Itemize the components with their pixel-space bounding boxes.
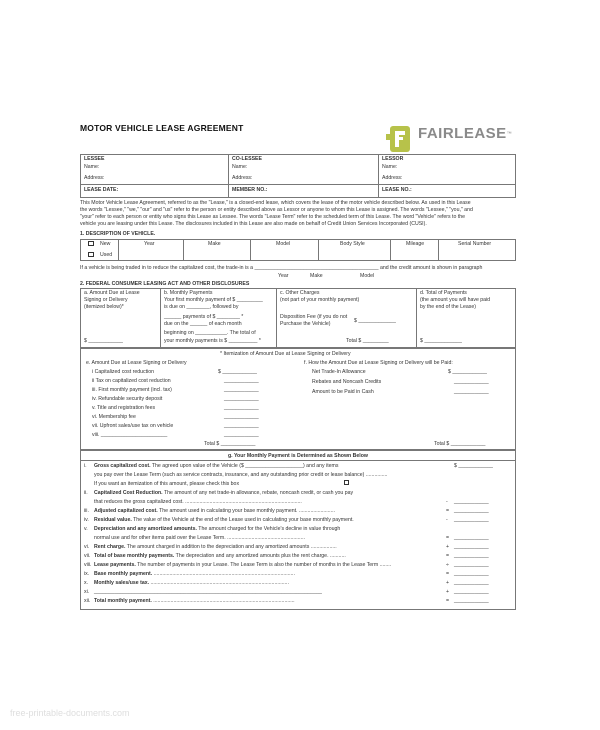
- e-amount[interactable]: ____________: [224, 378, 259, 384]
- g-row-text: [94, 598, 295, 604]
- g-row-desc: The amount charged in addition to the depreciation and any amortized amounts ..................: [125, 544, 337, 550]
- e-amount[interactable]: $ ____________: [218, 369, 257, 375]
- g-row-number: ii.: [84, 490, 88, 496]
- g-row-amount[interactable]: ____________: [454, 580, 489, 586]
- e-amount[interactable]: ____________: [224, 423, 259, 429]
- e-item[interactable]: viii. _______________________: [92, 432, 168, 438]
- co-lessee-name-field[interactable]: Name:: [232, 164, 248, 170]
- g-row-amount[interactable]: ____________: [454, 517, 489, 523]
- intro-line: the words "Lessee," "we," "our" and "us" refer to the person or entity described above as Lessor or anyone to whom this Lease is assigned. The words "Lessee," "you," and: [80, 207, 473, 213]
- g-row-number: ix.: [84, 571, 90, 577]
- itemization-checkbox[interactable]: [344, 480, 349, 485]
- g-row-desc: The amount of any net trade-in allowance, rebate, noncash credit, or cash you pay: [162, 490, 354, 496]
- g-row-operator: =: [446, 571, 450, 577]
- f-item: Net Trade-In Allowance: [312, 369, 366, 375]
- g-row-number: xi.: [84, 589, 90, 595]
- f-heading: f. How the Amount Due at Lease Signing or Delivery will be Paid:: [304, 360, 453, 366]
- e-item: vii. Upfront sales/use tax on vehicle: [92, 423, 174, 429]
- disclosure-c-text: Purchase the Vehicle): [280, 321, 331, 327]
- g-row-term: Adjusted capitalized cost.: [94, 508, 158, 514]
- g-row-text: [94, 490, 353, 496]
- disclosure-d-text: d. Total of Payments: [420, 290, 467, 296]
- e-amount[interactable]: ____________: [224, 414, 259, 420]
- lessee-name-field[interactable]: Name:: [84, 164, 100, 170]
- g-row-desc: The value of the Vehicle at the end of the Lease used in calculating your base monthly payment.: [131, 517, 354, 523]
- g-row-desc: that reduces the gross capitalized cost. .................................................................................: [94, 499, 302, 505]
- g-row-text: [94, 544, 337, 550]
- g-row-text: [94, 580, 289, 586]
- e-amount[interactable]: ____________: [224, 432, 259, 438]
- disclosure-b-text: beginning on ___________. The total of: [164, 330, 256, 336]
- lessee-address-field[interactable]: Address:: [84, 175, 105, 181]
- g-row-desc: The depreciation and any amortized amounts plus the rent charge. ...........: [174, 553, 346, 559]
- g-row-term: Lease payments.: [94, 562, 136, 568]
- e-item: iv. Refundable security deposit: [92, 396, 163, 402]
- member-no-field[interactable]: MEMBER NO.:: [232, 187, 268, 193]
- g-row-term: Depreciation and any amortized amounts.: [94, 526, 197, 532]
- disclosure-a-amount[interactable]: $ ____________: [84, 338, 123, 344]
- e-heading: e. Amount Due at Lease Signing or Delivery: [86, 360, 187, 366]
- g-row-text: [94, 526, 340, 532]
- g-row-number: iii.: [84, 508, 89, 514]
- col-model: Model: [276, 241, 291, 247]
- g-row-number: v.: [84, 526, 88, 532]
- e-item: v. Title and registration fees: [92, 405, 156, 411]
- g-row-number: viii.: [84, 562, 92, 568]
- g-row-number: vi.: [84, 544, 90, 550]
- disclosure-b-text: Your first monthly payment of $ _________: [164, 297, 263, 303]
- f-item: Amount to be Paid in Cash: [312, 389, 374, 395]
- g-row-operator: =: [446, 553, 450, 559]
- tradein-make-label: Make: [310, 273, 323, 279]
- e-amount[interactable]: ____________: [224, 405, 259, 411]
- g-row-amount[interactable]: ____________: [454, 535, 489, 541]
- g-row-desc: normal use and for other items paid over the Lease Term. ......................................................: [94, 535, 305, 541]
- co-lessee-label: CO-LESSEE: [232, 156, 262, 162]
- g-row-operator: =: [446, 598, 450, 604]
- g-row-amount[interactable]: ____________: [454, 544, 489, 550]
- g-row-amount[interactable]: $ ____________: [454, 463, 493, 469]
- col-serial-number: Serial Number: [458, 241, 492, 247]
- g-row-amount[interactable]: ____________: [454, 598, 489, 604]
- co-lessee-address-field[interactable]: Address:: [232, 175, 253, 181]
- tradein-model-label: Model: [360, 273, 375, 279]
- g-row-number: x.: [84, 580, 89, 586]
- lessor-address-field[interactable]: Address:: [382, 175, 403, 181]
- col-year: Year: [144, 241, 155, 247]
- g-row-term: Capitalized Cost Reduction.: [94, 490, 163, 496]
- lease-date-field[interactable]: LEASE DATE:: [84, 187, 119, 193]
- g-row-desc: The agreed upon value of the Vehicle ($ ____________________) and any items: [150, 463, 339, 469]
- watermark-text: free-printable-documents.com: [10, 708, 130, 718]
- e-amount[interactable]: ____________: [224, 396, 259, 402]
- g-row-text: [94, 562, 391, 568]
- disclosure-d-text: (the amount you will have paid: [420, 297, 491, 303]
- g-row-operator: +: [446, 544, 450, 550]
- g-row-desc: ................................................................................................: [149, 580, 289, 586]
- g-row-desc: The number of payments in your Lease. The Lease Term is also the number of months in the Lease Term ........: [135, 562, 392, 568]
- col-make: Make: [208, 241, 221, 247]
- g-row-number: iv.: [84, 517, 89, 523]
- disclosure-a-text: Signing or Delivery: [84, 297, 128, 303]
- g-row-amount[interactable]: ____________: [454, 562, 489, 568]
- section2-heading: 2. FEDERAL CONSUMER LEASING ACT AND OTHER DISCLOSURES: [80, 281, 250, 287]
- intro-line: This Motor Vehicle Lease Agreement, referred to as the "Lease," is a closed-end lease, which covers the lease of the motor vehicle described below. As used in this Lease: [80, 200, 471, 206]
- g-row-amount[interactable]: ____________: [454, 553, 489, 559]
- g-row-operator: =: [446, 508, 450, 514]
- used-label: Used: [100, 252, 113, 258]
- disclosure-b-text: due on the ______ of each month: [164, 321, 242, 327]
- g-row-term: Total monthly payment.: [94, 598, 152, 604]
- disclosure-a-text: a. Amount Due at Lease: [84, 290, 140, 296]
- f-total[interactable]: Total $ ____________: [434, 441, 486, 447]
- g-row-text: [94, 517, 354, 523]
- f-amount[interactable]: ____________: [454, 379, 489, 385]
- g-row-text: [94, 481, 239, 487]
- g-row-operator: +: [446, 589, 450, 595]
- document-title: MOTOR VEHICLE LEASE AGREEMENT: [80, 123, 244, 133]
- disclosure-b-text: is due on ________, followed by: [164, 304, 239, 310]
- disclosure-d-text: by the end of the Lease): [420, 304, 476, 310]
- tradein-text: If a vehicle is being traded in to reduce the capitalized cost, the trade-in is a ___________________________________________ and the credit amount is shown in paragraph: [80, 265, 483, 271]
- g-row-desc: ..................................................................................................: [152, 571, 295, 577]
- g-row-desc: The amount used in calculating your base monthly payment. .........................: [157, 508, 335, 514]
- g-row-text: [94, 499, 302, 505]
- g-row-text: [94, 508, 335, 514]
- f-amount[interactable]: $ ____________: [448, 369, 487, 375]
- g-row-operator: ÷: [446, 562, 449, 568]
- parties-table: [80, 154, 516, 198]
- g-row-text: [94, 472, 387, 478]
- e-item: i Capitalized cost reduction: [92, 369, 154, 375]
- e-amount[interactable]: ____________: [224, 387, 259, 393]
- tradein-year-label: Year: [278, 273, 289, 279]
- e-item: iii. First monthly payment (incl. tax): [92, 387, 172, 393]
- g-row-term: Residual value.: [94, 517, 132, 523]
- disclosure-c-text: (not part of your monthly payment): [280, 297, 360, 303]
- used-checkbox[interactable]: [88, 252, 94, 257]
- itemization-heading: * Itemization of Amount Due at Lease Signing or Delivery: [220, 351, 351, 357]
- other-charges-total[interactable]: Total $ _________: [346, 338, 389, 344]
- lessor-label: LESSOR: [382, 156, 404, 162]
- g-row-number: vii.: [84, 553, 91, 559]
- g-row-text: [94, 553, 346, 559]
- e-item: vi. Membership fee: [92, 414, 136, 420]
- disclosure-b-text: your monthly payments is $ __________ *: [164, 338, 261, 344]
- e-item: ii Tax on capitalized cost reduction: [92, 378, 171, 384]
- g-heading: g. Your Monthly Payment is Determined as Shown Below: [228, 453, 368, 459]
- fairlease-logo-icon: [386, 124, 414, 154]
- g-row-term: Gross capitalized cost.: [94, 463, 151, 469]
- logo-text: FAIRLEASE™: [418, 125, 513, 142]
- col-body-style: Body Style: [340, 241, 365, 247]
- new-label: New: [100, 241, 111, 247]
- g-row-desc: you pay over the Lease Term (such as service contracts, insurance, and any outstanding prior credit or lease balance) ...............: [94, 472, 388, 478]
- g-row-text: [94, 463, 338, 469]
- g-row-text: [94, 535, 305, 541]
- g-row-desc: If you want an itemization of this amount, please check this box: [94, 481, 240, 487]
- g-row-operator: +: [446, 580, 450, 586]
- g-row-term: Rent charge.: [94, 544, 126, 550]
- g-row-desc: _______________________________________________________________________________: [94, 589, 322, 595]
- e-total[interactable]: Total $ ____________: [204, 441, 256, 447]
- disposition-fee-amount[interactable]: $ _____________: [354, 318, 396, 324]
- f-item: Rebates and Noncash Credits: [312, 379, 382, 385]
- g-row-amount[interactable]: ____________: [454, 589, 489, 595]
- g-row-term: Total of base monthly payments.: [94, 553, 175, 559]
- g-row-desc: ..................................................................................................: [151, 598, 295, 604]
- g-row-text: [94, 589, 322, 595]
- g-row-operator: =: [446, 535, 450, 541]
- new-checkbox[interactable]: [88, 241, 94, 246]
- g-row-operator: -: [446, 517, 448, 523]
- disclosure-c-text: c. Other Charges: [280, 290, 320, 296]
- disclosure-b-text: b. Monthly Payments: [164, 290, 213, 296]
- disclosure-a-text: (itemized below)*: [84, 304, 124, 310]
- g-row-amount[interactable]: ____________: [454, 571, 489, 577]
- col-mileage: Mileage: [406, 241, 425, 247]
- intro-line: "your" refer to each person or entity who signs this Lease as Lessee. The words "Lease Term" refer to the scheduled term of this Lease. The word "Vehicle" refers to the: [80, 214, 466, 220]
- g-row-text: [94, 571, 295, 577]
- disclosure-b-text: ______ payments of $ ________ *: [164, 314, 244, 320]
- g-row-number: i.: [84, 463, 87, 469]
- g-row-amount[interactable]: ____________: [454, 499, 489, 505]
- section1-heading: 1. DESCRIPTION OF VEHICLE.: [80, 231, 156, 237]
- g-row-term: Base monthly payment.: [94, 571, 153, 577]
- g-row-operator: -: [446, 499, 448, 505]
- g-row-number: xii.: [84, 598, 91, 604]
- disclosure-c-text: Disposition Fee (if you do not: [280, 314, 348, 320]
- lessor-name-field[interactable]: Name:: [382, 164, 398, 170]
- intro-line: vehicle you are leasing under this Lease. The disclosures included in this Lease are also made on behalf of Credit Union Services Incorporated (CUSI).: [80, 221, 427, 227]
- f-amount[interactable]: ____________: [454, 389, 489, 395]
- total-of-payments-amount[interactable]: $ _____________: [420, 338, 462, 344]
- lease-no-field[interactable]: LEASE NO.:: [382, 187, 412, 193]
- g-row-term: Monthly sales/use tax.: [94, 580, 150, 586]
- g-row-amount[interactable]: ____________: [454, 508, 489, 514]
- lessee-label: LESSEE: [84, 156, 105, 162]
- g-row-desc: The amount charged for the Vehicle's decline in value through: [196, 526, 341, 532]
